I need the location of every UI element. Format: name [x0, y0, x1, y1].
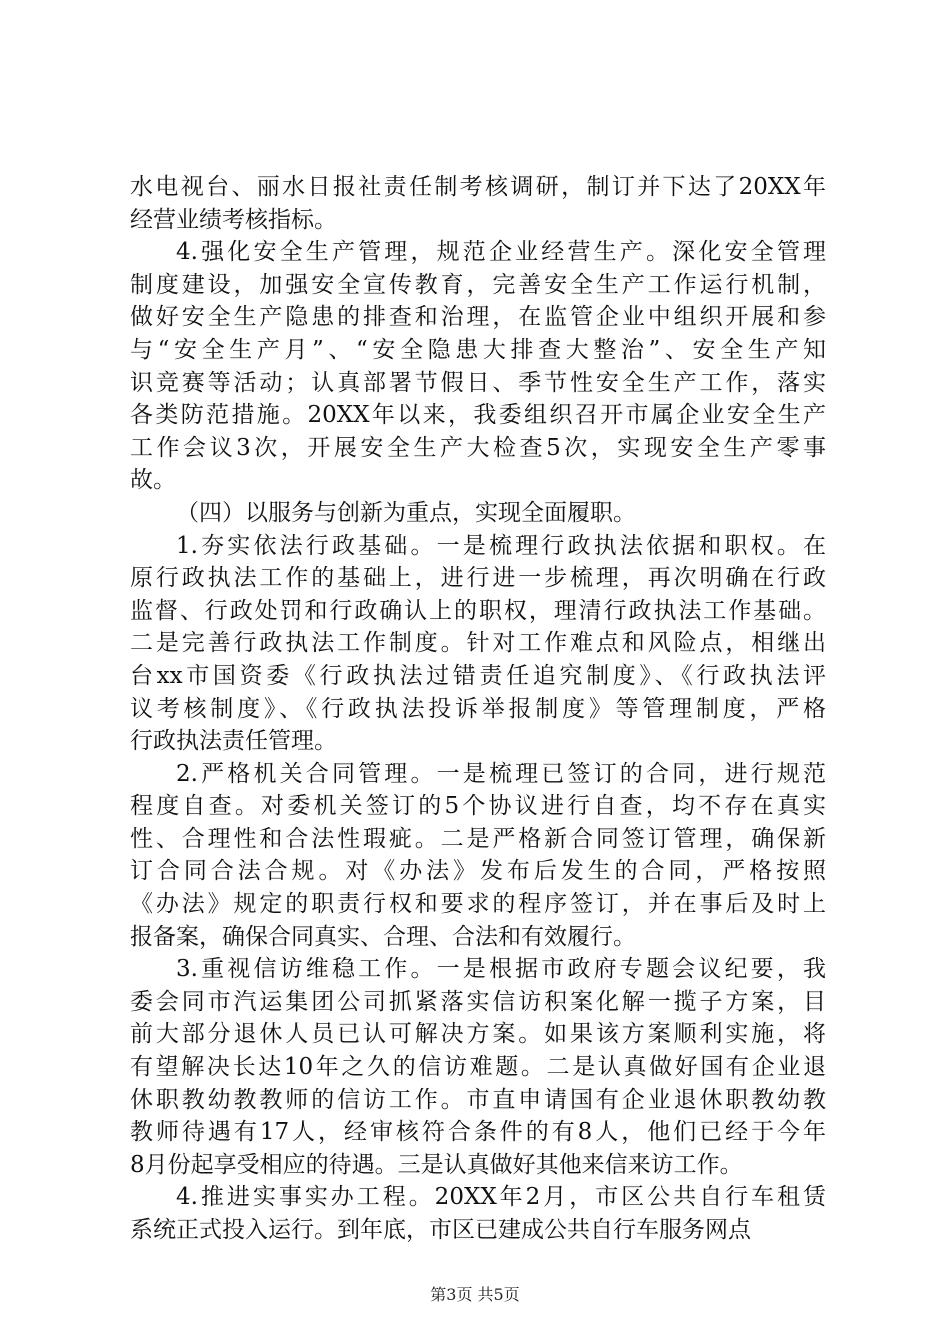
page-footer: 第3页 共5页 — [430, 1285, 520, 1304]
text-line: 与“安全生产月”、“安全隐患大排查大整治”、安全生产知 — [130, 336, 826, 363]
text-line: 4.推进实事实办工程。20XX年2月，市区公共自行车租赁 — [176, 1184, 826, 1211]
text-line: 监督、行政处罚和行政确认上的职权，理清行政执法工作基础。 — [130, 597, 826, 624]
text-line: 教师待遇有17人，经审核符合条件的有8人，他们已经于今年 — [130, 1119, 826, 1146]
text-line: 识竞赛等活动；认真部署节假日、季节性安全生产工作，落实 — [130, 369, 826, 396]
text-line: 1.夯实依法行政基础。一是梳理行政执法依据和职权。在 — [176, 532, 826, 559]
text-line: 委会同市汽运集团公司抓紧落实信访积案化解一揽子方案，目 — [130, 988, 826, 1015]
text-line: 各类防范措施。20XX年以来，我委组织召开市属企业安全生产 — [130, 402, 826, 429]
text-line: 经营业绩考核指标。 — [130, 206, 337, 233]
text-line: 二是完善行政执法工作制度。针对工作难点和风险点，相继出 — [130, 630, 826, 657]
text-line: 8月份起享受相应的待遇。三是认真做好其他来信来访工作。 — [130, 1151, 743, 1178]
text-line: 程度自查。对委机关签订的5个协议进行自查，均不存在真实 — [130, 793, 826, 820]
text-line: 3.重视信访维稳工作。一是根据市政府专题会议纪要，我 — [176, 956, 826, 983]
paragraph — [130, 953, 826, 1181]
paragraph — [130, 1181, 826, 1246]
text-line: （四）以服务与创新为重点，实现全面履职。 — [176, 499, 636, 526]
text-line: 行政执法责任管理。 — [130, 728, 337, 755]
paragraph — [130, 171, 826, 236]
text-line: 《办法》规定的职责行权和要求的程序签订，并在事后及时上 — [130, 891, 826, 918]
text-line: 4.强化安全生产管理，规范企业经营生产。深化安全管理 — [176, 239, 826, 266]
text-line: 休职教幼教教师的信访工作。市直申请国有企业退休职教幼教 — [130, 1086, 826, 1113]
text-line: 工作会议3次，开展安全生产大检查5次，实现安全生产零事 — [130, 434, 826, 461]
text-line: 订合同合法合规。对《办法》发布后发生的合同，严格按照 — [130, 858, 826, 885]
paragraph — [130, 497, 826, 530]
text-line: 2.严格机关合同管理。一是梳理已签订的合同，进行规范 — [176, 760, 826, 787]
text-line: 前大部分退休人员已认可解决方案。如果该方案顺利实施，将 — [130, 1021, 826, 1048]
text-line: 故。 — [130, 467, 176, 494]
text-line: 性、合理性和合法性瑕疵。二是严格新合同签订管理，确保新 — [130, 825, 826, 852]
text-line: 做好安全生产隐患的排查和治理，在监管企业中组织开展和参 — [130, 304, 826, 331]
text-line: 有望解决长达10年之久的信访难题。二是认真做好国有企业退 — [130, 1054, 826, 1081]
text-line: 水电视台、丽水日报社责任制考核调研，制订并下达了20XX年 — [130, 174, 826, 200]
text-line: 系统正式投入运行。到年底，市区已建成公共自行车服务网点 — [130, 1217, 751, 1243]
paragraph — [130, 758, 826, 954]
text-line: 制度建设，加强安全宣传教育，完善安全生产工作运行机制， — [130, 271, 826, 298]
text-line: 原行政执法工作的基础上，进行进一步梳理，再次明确在行政 — [130, 565, 826, 592]
text-line: 台xx市国资委《行政执法过错责任追究制度》、《行政执法评 — [130, 662, 826, 689]
text-line: 报备案，确保合同真实、合理、合法和有效履行。 — [130, 923, 636, 950]
text-line: 议考核制度》、《行政执法投诉举报制度》等管理制度，严格 — [130, 695, 826, 722]
document-body — [130, 171, 826, 1247]
paragraph — [130, 236, 826, 497]
paragraph — [130, 530, 826, 758]
